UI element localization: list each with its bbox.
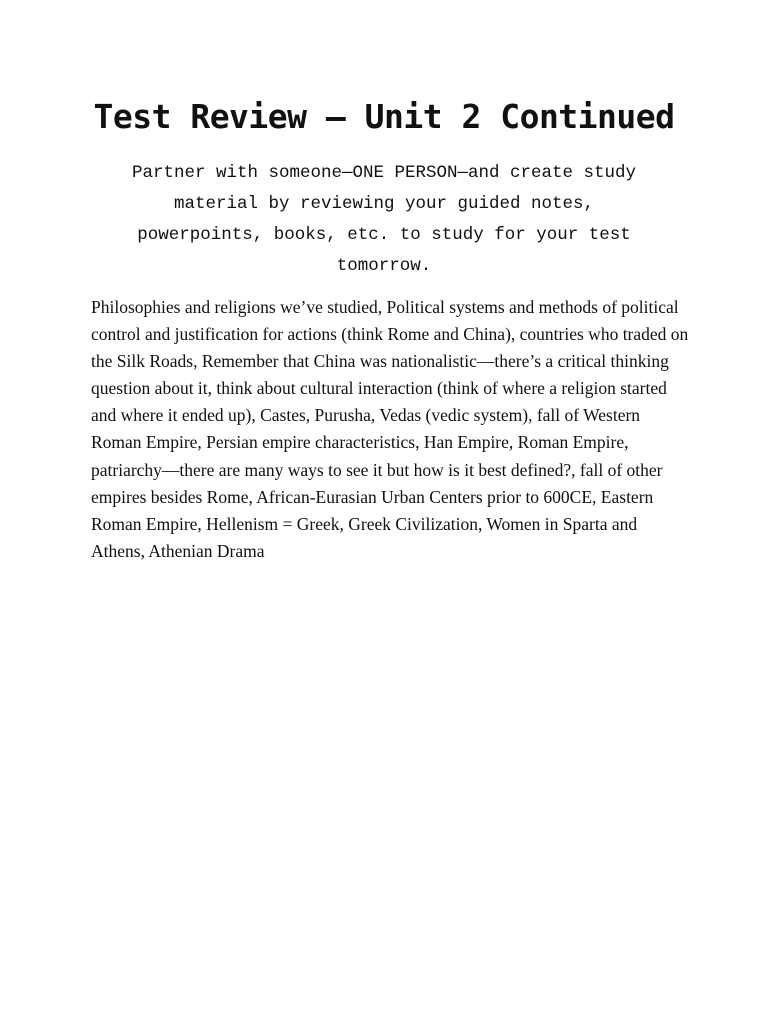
instructions-text: Partner with someone—ONE PERSON—and create study material by reviewing your guided notes, powerpoints, books, etc. to study for your test tomorrow. xyxy=(131,163,637,276)
review-topics-text: Philosophies and religions we’ve studied, Political systems and methods of political control and justification for actions (think Rome and China), countries who traded on the Silk Roads, Remember that China was nationalistic—there’s a critical thinking question about it, think about cultural interaction (think of where a religion started and where it ended up), Castes, Purusha, Vedas (vedic system), fall of Western Roman Empire, Persian empire characteristics, Han Empire, Roman Empire, patriarchy—there are many ways to see it but how is it best defined?, fall of other empires besides Rome, African-Eurasian Urban Centers prior to 600CE, Eastern Roman Empire, Hellenism = Greek, Greek Civilization, Women in Sparta and Athens, Athenian Drama xyxy=(91,297,689,561)
page-title: Test Review – Unit 2 Continued xyxy=(93,97,675,136)
